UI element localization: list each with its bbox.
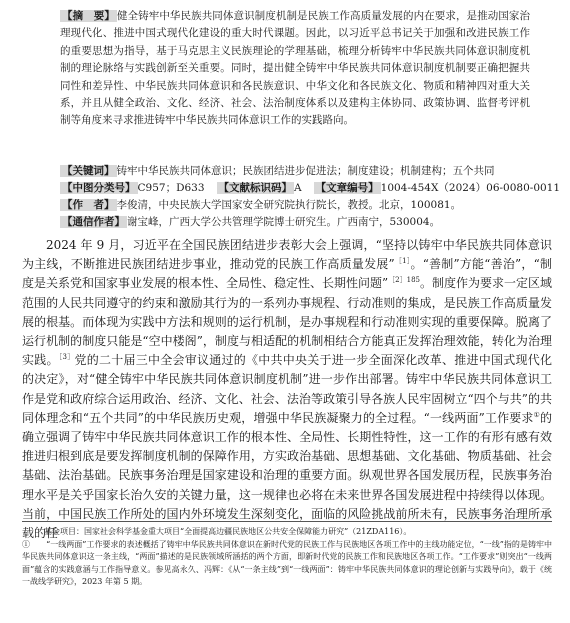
- clc-label: 【中图分类号】: [62, 182, 136, 194]
- doc-code-label: 【文献标识码】: [218, 182, 293, 194]
- article-no-value: 1004-454X（2024）06-0080-0011: [380, 182, 561, 194]
- body-text: [22, 236, 552, 543]
- abstract-block: [60, 8, 530, 130]
- clc-value: C957；D633: [137, 182, 205, 194]
- classification-row: [60, 180, 561, 197]
- abstract-text: 健全铸牢中华民族共同体意识制度机制是民族工作高质量发展的内在要求，是推动国家治理现代化、推进中国式现代化建设的重大时代课题。因此，以习近平总书记关于加强和改进民族工作的重要思想为指导，基于马克思主义民族理论的学理基础，梳理分析铸牢中华民族共同体意识制度机制的理论脉络与实践创新至关重要。同时，提出健全铸牢中华民族共同体意识制度机制要正确把握共同性和差异性、中华民族共同体意识和各民族意识、中华文化和各民族文化、物质和精神四对重大关系，并且从健全政治、文化、经济、社会、法治制度体系以及建构主体协同、政策协调、监督考评机制等角度来寻求推进铸牢中华民族共同体意识工作的实践路向。: [60, 10, 531, 127]
- article-no-label: 【文章编号】: [315, 182, 379, 194]
- doc-code-value: A: [294, 182, 302, 194]
- footnotes: [22, 521, 552, 589]
- footnote-text: “一线两面”工作要求的表述概括了铸牢中华民族共同体意识在新时代党的民族工作与民族地区各项工作中的主线功能定位，“一线”指的是铸牢中华民族共同体意识这一条主线，“两面”描述的是民族领域所涵括的两个方面，即新时代党的民族工作和民族地区各项工作。“工作要求”则突出“一线两面”蕴含的实践意涵与工作指导意义。参见高永久、冯辉：《从“一条主线”到“一线两面”：铸牢中华民族共同体意识的理论创新与实践导向》，载于《统一战线学研究》，2023 年第 5 期。: [22, 539, 553, 587]
- abstract-label: 【摘 要】: [62, 10, 115, 22]
- corresponding-label: 【通信作者】: [62, 216, 125, 228]
- body-paragraph: 2024 年 9 月，习近平在全国民族团结进步表彰大会上强调，“坚持以铸牢中华民族共同体意识为主线，不断推进民族团结进步事业，推动党的民族工作高质量发展”$^{[1]}$。“善制”方能“善治”，“制度是关系党和国家事业发展的根本性、全局性、稳定性、长期性问题”$^{[2]185}$。制度作为要求一定区域范围的人民共同遵守的约束和激励其行为的一系列办事规程、行动准则的集成，是民族工作高质量发展的根基。而体现为实践中方法和规则的运行机制，是办事规程和行动准则实现的重要保障。脱离了运行机制的制度只能是“空中楼阁”，制度与相适配的机制相结合方能真正发挥治理效能，转化为治理实践。$^{[3]}$党的二十届三中全会审议通过的《中共中央关于进一步全面深化改革、推进中国式现代化的决定》，对“健全铸牢中华民族共同体意识制度机制”进一步作出部署。铸牢中华民族共同体意识工作是党和政府综合运用政治、经济、文化、社会、法治等政策引导各族人民牢固树立“四个与共”的共同体理念和“五个共同”的中华民族历史观，增强中华民族凝聚力的全过程。“一线两面”工作要求①的确立强调了铸牢中华民族共同体意识工作的根本性、全局性、长期性特性，这一工作的有形有感有效推进归根到底是要发挥制度机制的保障作用，方实政治基础、思想基础、文化基础、物质基础、社会基础、法治基础。民族事务治理是国家建设和治理的重要方面。纵观世界各国发展历程，民族事务治理水平是关乎国家长治久安的关键力量，这一规律也必将在未来世界各国发展进程中持续得以体现。当前，中国民族工作所处的国内外环境发生深刻变化，面临的风险挑战前所未有，民族事务治理所承载的任: [22, 238, 552, 541]
- citation-1: ［1］: [394, 257, 411, 266]
- citation-2: ［2］185: [388, 276, 420, 285]
- keywords-text: 铸牢中华民族共同体意识；民族团结进步促进法；制度建设；机制建构；五个共同: [116, 165, 495, 177]
- author-text: 李俊清，中央民族大学国家安全研究院执行院长，教授。北京，100081。: [116, 199, 462, 211]
- author-label: 【作 者】: [62, 199, 115, 211]
- footnote-ref: ①: [533, 410, 540, 419]
- footnote-mark: ①: [22, 539, 31, 549]
- corresponding-text: 谢宝峰，广西大学公共管理学院博士研究生。广西南宁，530004。: [127, 216, 441, 228]
- corresponding-author-row: [60, 214, 540, 231]
- citation-3: ［3］: [58, 353, 75, 362]
- author-row: [60, 197, 540, 214]
- fund-note: 基金项目：国家社会科学基金重大项目“全面提高边疆民族地区公共安全保障能力研究”（21ZDA116）。: [44, 527, 412, 536]
- footnote-1: [22, 539, 552, 589]
- keywords-label: 【关键词】: [62, 165, 115, 177]
- keywords-row: [60, 163, 540, 180]
